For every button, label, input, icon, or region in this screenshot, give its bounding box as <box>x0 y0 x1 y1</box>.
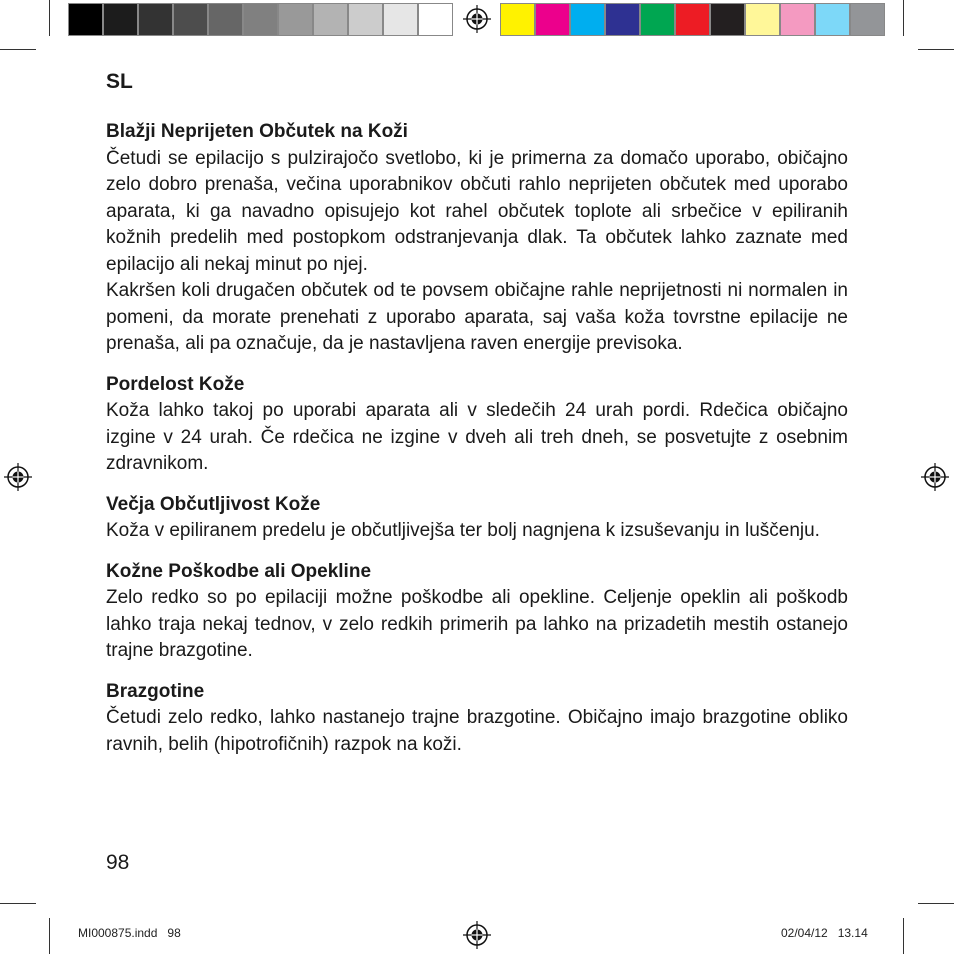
section-heading: Kožne Poškodbe ali Opekline <box>106 560 372 582</box>
document-body <box>106 119 848 772</box>
color-swatch <box>780 3 815 36</box>
section-paragraph: Četudi se epilacijo s pulzirajočo svetlobo, ki je primerna za domačo uporabo, običajno zelo dobro prenaša, večina uporabnikov občuti rahlo neprijeten občutek med uporabo aparata, ki ga navadno opisujejo kot rahel občutek toplote ali srbečice v epiliranih kožnih predelih med postopkom odstranjevanja dlak. Ta občutek lahko zaznate med epilacijo ali nekaj minut po njej. <box>106 147 848 275</box>
gray-swatch <box>103 3 138 36</box>
crop-mark-top-left-h <box>0 49 36 50</box>
section-paragraph: Kakršen koli drugačen občutek od te povsem običajne rahle neprijetnosti ni normalen in pomeni, da morate prenehati z uporabo aparata, saj vaša koža tovrstne epilacije ne prenaša, ali pa označuje, da je nastavljena raven energije previsoka. <box>106 280 848 354</box>
color-swatch <box>850 3 885 36</box>
section-paragraph: Koža lahko takoj po uporabi aparata ali v sledečih 24 urah pordi. Rdečica običajno izgine v 24 urah. Če rdečica ne izgine v dveh ali treh dneh, se posvetujte z osebnim zdravnikom. <box>106 400 848 474</box>
section-mild-discomfort <box>106 119 848 358</box>
page-number: 98 <box>106 851 130 874</box>
gray-swatch <box>313 3 348 36</box>
gray-swatch <box>383 3 418 36</box>
gray-swatch <box>243 3 278 36</box>
section-skin-redness <box>106 372 848 478</box>
registration-mark-right-icon <box>921 463 949 491</box>
section-heading: Večja Občutljivost Kože <box>106 493 321 515</box>
color-swatch <box>570 3 605 36</box>
gray-swatch <box>418 3 453 36</box>
footer-date-time: 02/04/12 13.14 <box>781 926 868 940</box>
section-paragraph: Koža v epiliranem predelu je občutljivejša ter bolj nagnjena k izsuševanju in luščenju. <box>106 520 820 541</box>
gray-swatch <box>173 3 208 36</box>
color-swatch <box>640 3 675 36</box>
crop-mark-top-left-v <box>49 0 50 36</box>
section-scars <box>106 679 848 759</box>
section-heading: Blažji Neprijeten Občutek na Koži <box>106 121 408 142</box>
gray-swatch <box>208 3 243 36</box>
registration-mark-top-icon <box>463 5 491 33</box>
section-skin-sensitivity <box>106 492 848 545</box>
footer-file-name: MI000875.indd 98 <box>78 926 181 940</box>
crop-mark-top-right-h <box>918 49 954 50</box>
crop-mark-top-right-v <box>903 0 904 36</box>
registration-mark-left-icon <box>4 463 32 491</box>
gray-swatch <box>278 3 313 36</box>
gray-swatch <box>138 3 173 36</box>
color-swatch <box>710 3 745 36</box>
crop-mark-bottom-right-h <box>918 903 954 904</box>
language-code: SL <box>106 70 133 93</box>
color-swatch <box>535 3 570 36</box>
gray-swatch <box>348 3 383 36</box>
color-swatch <box>605 3 640 36</box>
color-swatch <box>500 3 535 36</box>
crop-mark-bottom-right-v <box>903 918 904 954</box>
gray-swatch <box>68 3 103 36</box>
crop-mark-bottom-left-v <box>49 918 50 954</box>
section-skin-injuries <box>106 559 848 665</box>
section-heading: Pordelost Kože <box>106 373 245 395</box>
section-paragraph: Zelo redko so po epilaciji možne poškodbe ali opekline. Celjenje opeklin ali poškodb lahko traja nekaj tednov, v zelo redkih primerih pa lahko na prizadetih mestih ostanejo trajne brazgotine. <box>106 587 848 661</box>
crop-mark-bottom-left-h <box>0 903 36 904</box>
color-swatch <box>745 3 780 36</box>
registration-mark-bottom-icon <box>463 921 491 949</box>
color-swatch <box>815 3 850 36</box>
section-paragraph: Četudi zelo redko, lahko nastanejo trajne brazgotine. Običajno imajo brazgotine obliko ravnih, belih (hipotrofičnih) razpok na koži. <box>106 707 848 755</box>
section-heading: Brazgotine <box>106 680 205 702</box>
color-swatch <box>675 3 710 36</box>
